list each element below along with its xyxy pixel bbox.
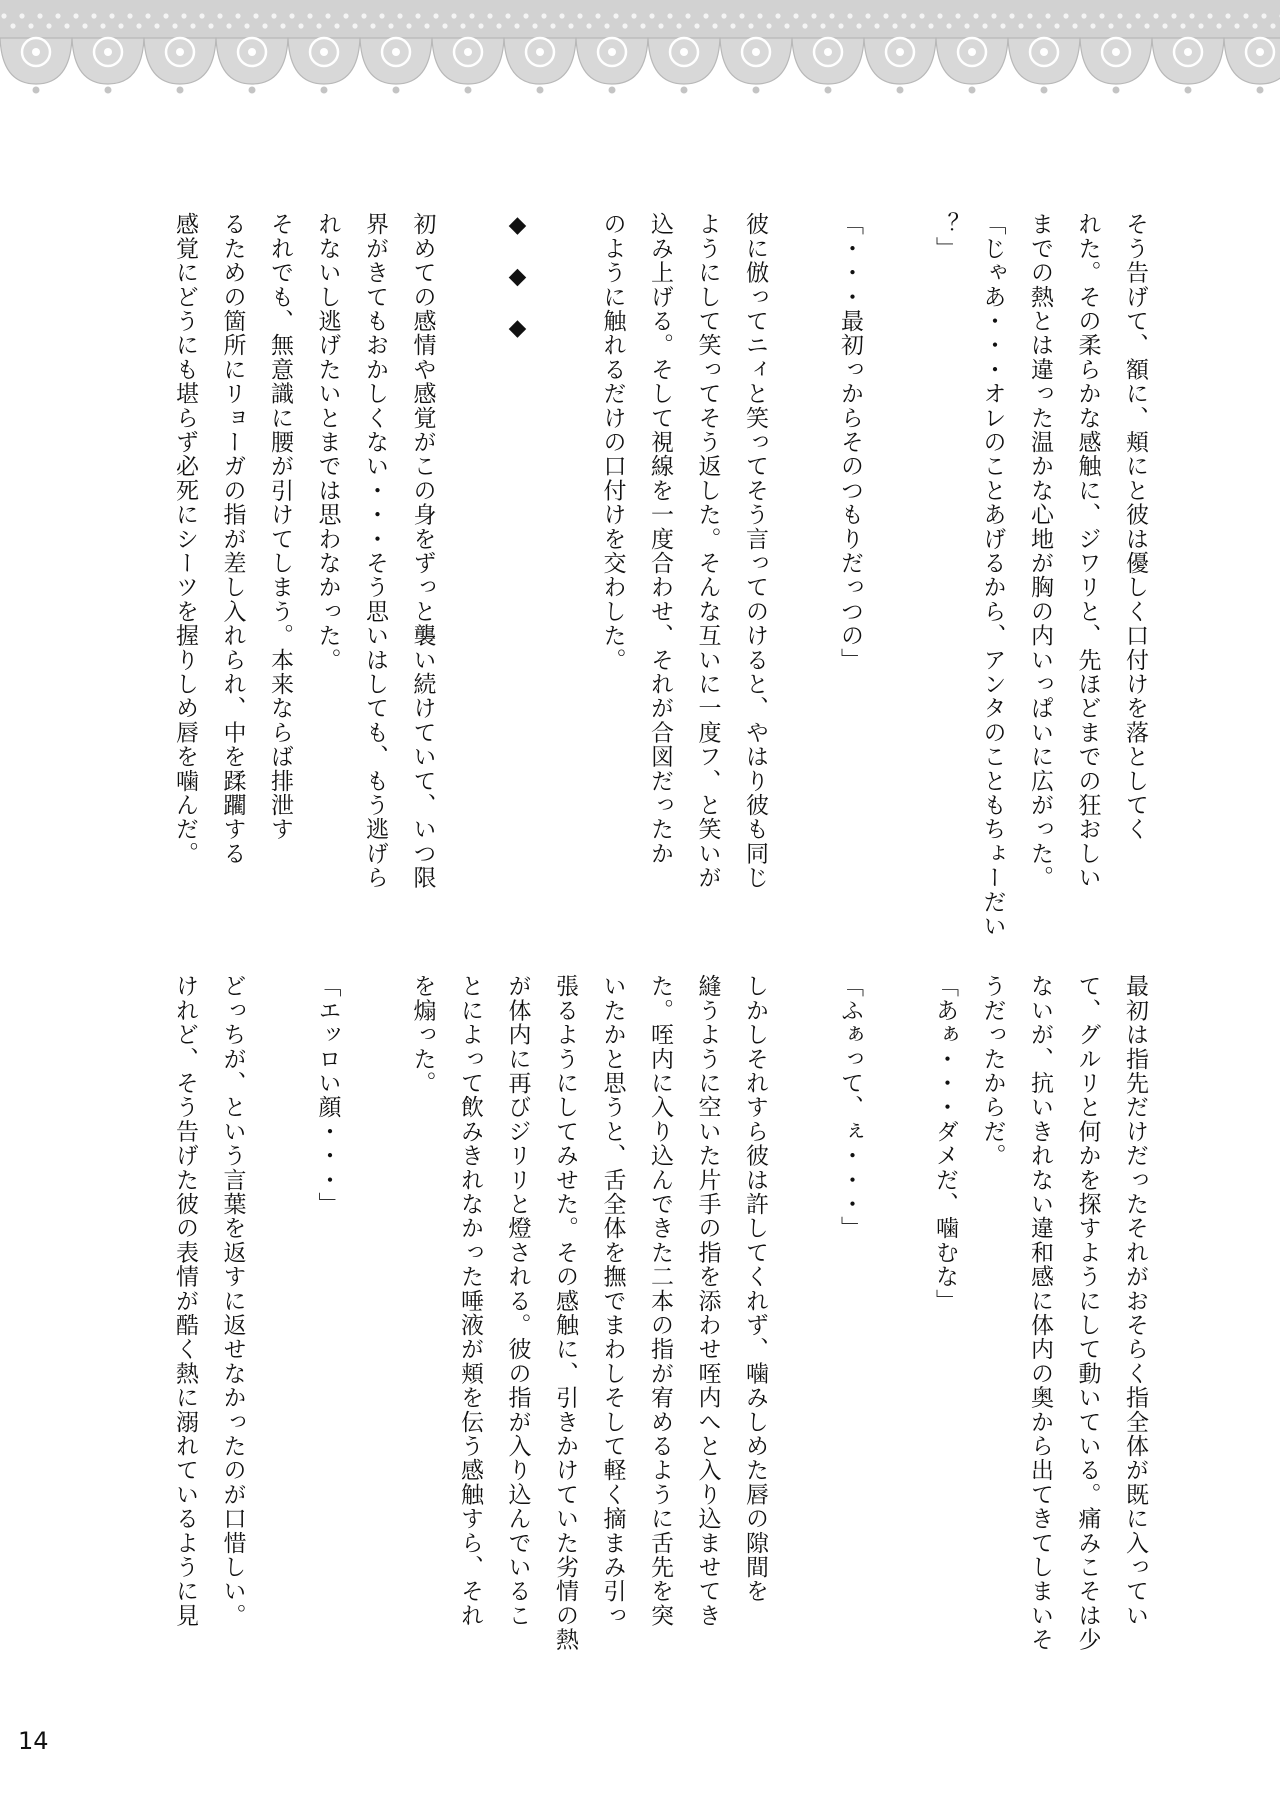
text-line: までの熱とは違った温かな心地が胸の内いっぱいに広がった。 [1027, 212, 1053, 890]
text-line: ないが、抗いきれない違和感に体内の奥から出てきてしまいそ [1027, 974, 1053, 1652]
blank-line [541, 212, 589, 812]
text-line: どっちが、という言葉を返すに返せなかったのが口惜しい。 [219, 974, 246, 1628]
text-line: とによって飲みきれなかった唾液が頬を伝う感触すら、それ [457, 974, 483, 1628]
text-line: うだったからだ。 [979, 974, 1006, 1168]
bottom-text-block [161, 974, 1159, 1652]
text-line: 界がきてもおかしくない・・・そう思いはしても、もう逃げら [362, 212, 388, 890]
text-line: 彼に倣ってニィと笑ってそう言ってのけると、やはり彼も同じ [742, 212, 768, 890]
text-line: れた。その柔らかな感触に、ジワリと、先ほどまでの狂おしい [1074, 212, 1101, 890]
blank-line [446, 212, 494, 812]
text-line: いたかと思うと、舌全体を撫でまわしそして軽く摘まみ引っ [599, 974, 626, 1628]
text-line: 「あぁ・・・ダメだ、噛むな」 [932, 974, 958, 1313]
text-line: 初めての感情や感覚がこの身をずっと襲い続けていて、いつ限 [409, 212, 436, 890]
text-line: 「・・・最初っからそのつもりだっつの」 [837, 212, 863, 672]
text-line: 張るようにしてみせた。その感触に、引きかけていた劣情の熱 [552, 974, 578, 1652]
text-line: のように触れるだけの口付けを交わした。 [599, 212, 626, 672]
text-line: 感覚にどうにも堪らず必死にシーツを握りしめ唇を噛んだ。 [172, 212, 198, 866]
text-line: ？」 [932, 212, 958, 261]
text-line: それでも、無意識に腰が引けてしまう。本来ならば排泄す [267, 212, 293, 842]
blank-line [256, 974, 304, 1594]
text-line: 「エッロい顔・・・」 [314, 974, 341, 1216]
text-line: ◆ ◆ ◆ [504, 212, 531, 342]
text-line: けれど、そう告げた彼の表情が酷く熱に溺れているように見 [172, 974, 198, 1628]
text-line: が体内に再びジリリと燈される。彼の指が入り込んでいるこ [504, 974, 531, 1628]
text-line: れないし逃げたいとまでは思わなかった。 [314, 212, 341, 672]
blank-line [778, 974, 826, 1594]
lace-border-decoration [0, 0, 1280, 100]
blank-line [778, 212, 826, 812]
blank-line [351, 974, 399, 1594]
text-line: 縫うように空いた片手の指を添わせ咥内へと入り込ませてき [694, 974, 721, 1628]
text-line: た。咥内に入り込んできた二本の指が宥めるように舌先を突 [647, 974, 673, 1628]
top-text-block [161, 212, 1159, 938]
blank-line [873, 974, 921, 1594]
blank-line [873, 212, 921, 812]
text-line: 「ふぁって、ぇ・・・」 [837, 974, 863, 1241]
text-line: るための箇所にリョーガの指が差し入れられ、中を蹂躙する [219, 212, 246, 866]
text-line: 最初は指先だけだったそれがおそらく指全体が既に入ってい [1122, 974, 1148, 1628]
text-line: しかしそれすら彼は許してくれず、噛みしめた唇の隙間を [742, 974, 768, 1604]
text-line: そう告げて、額に、頬にと彼は優しく口付けを落としてく [1122, 212, 1148, 842]
text-line: 込み上げる。そして視線を一度合わせ、それが合図だったか [647, 212, 673, 866]
text-line: ようにして笑ってそう返した。そんな互いに一度フ、と笑いが [694, 212, 721, 890]
text-line: 「じゃあ・・・オレのことあげるから、アンタのこともちょーだい [979, 212, 1006, 938]
text-line: て、グルリと何かを探すようにして動いている。痛みこそは少 [1074, 974, 1101, 1652]
text-line: を煽った。 [409, 974, 436, 1095]
page-number: 14 [18, 1727, 49, 1755]
